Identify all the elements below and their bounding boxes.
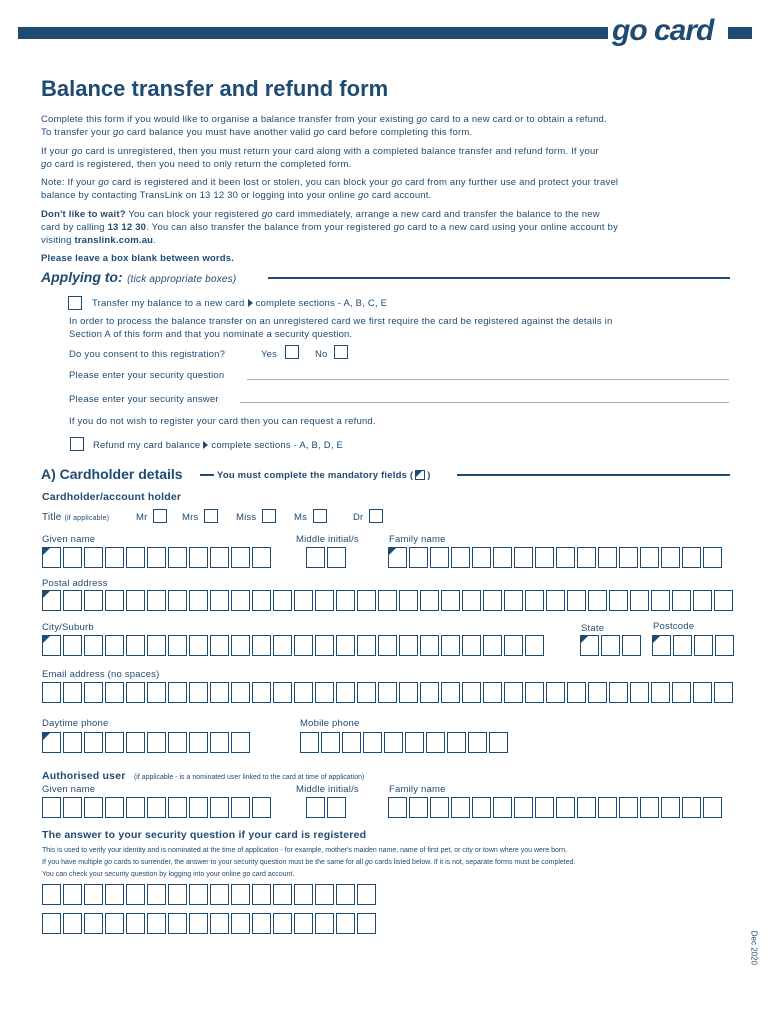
char-box[interactable] xyxy=(306,797,325,818)
char-box[interactable] xyxy=(231,590,250,611)
char-box[interactable] xyxy=(336,590,355,611)
char-box[interactable] xyxy=(703,797,722,818)
char-box[interactable] xyxy=(651,590,670,611)
char-box[interactable] xyxy=(703,547,722,568)
char-box[interactable] xyxy=(525,590,544,611)
postcode-label: Postcode xyxy=(653,621,695,632)
char-box[interactable] xyxy=(535,547,554,568)
registration-note: In order to process the balance transfer on an unregistered card we first require the card be registered against the details in Section A of this form and that you nominate a security question. xyxy=(69,316,613,340)
char-box[interactable] xyxy=(105,590,124,611)
char-box[interactable] xyxy=(577,547,596,568)
char-box[interactable] xyxy=(601,635,620,656)
char-box[interactable] xyxy=(84,913,103,934)
char-box[interactable] xyxy=(588,682,607,703)
char-box[interactable] xyxy=(189,797,208,818)
char-box[interactable] xyxy=(63,913,82,934)
postcode-input[interactable] xyxy=(652,635,734,656)
char-box[interactable] xyxy=(168,732,187,753)
char-box[interactable] xyxy=(42,547,61,568)
char-box[interactable] xyxy=(342,732,361,753)
char-box[interactable] xyxy=(682,547,701,568)
char-box[interactable] xyxy=(300,732,319,753)
char-box[interactable] xyxy=(661,797,680,818)
char-box[interactable] xyxy=(420,682,439,703)
char-box[interactable] xyxy=(622,635,641,656)
char-box[interactable] xyxy=(189,884,208,905)
char-box[interactable] xyxy=(84,732,103,753)
char-box[interactable] xyxy=(42,797,61,818)
given-name-input[interactable] xyxy=(42,547,271,568)
intro-paragraph-1: Complete this form if you would like to organise a balance transfer from your existing go card to a new card or to obtain a refund. To transfer your go card balance you must have another valid go card before completing this form. xyxy=(41,114,607,138)
section-a-rule-short xyxy=(200,474,214,476)
char-box[interactable] xyxy=(315,590,334,611)
authorised-user-heading: Authorised user (if applicable - is a nominated user linked to the card at time of application) xyxy=(42,770,365,782)
title-dr-label: Dr xyxy=(353,512,364,523)
char-box[interactable] xyxy=(693,682,712,703)
char-box[interactable] xyxy=(630,682,649,703)
char-box[interactable] xyxy=(42,590,61,611)
char-box[interactable] xyxy=(714,682,733,703)
refund-note: If you do not wish to register your card then you can request a refund. xyxy=(69,416,376,427)
char-box[interactable] xyxy=(661,547,680,568)
security-answer-heading: The answer to your security question if your card is registered xyxy=(42,829,367,841)
char-box[interactable] xyxy=(63,590,82,611)
char-box[interactable] xyxy=(189,732,208,753)
char-box[interactable] xyxy=(426,732,445,753)
char-box[interactable] xyxy=(210,547,229,568)
char-box[interactable] xyxy=(388,797,407,818)
title-mrs-checkbox[interactable] xyxy=(204,509,218,523)
char-box[interactable] xyxy=(306,547,325,568)
refund-option: Refund my card balance complete sections - A, B, D, E xyxy=(93,440,344,451)
char-box[interactable] xyxy=(588,590,607,611)
char-box[interactable] xyxy=(336,635,355,656)
consent-yes-checkbox[interactable] xyxy=(285,345,299,359)
char-box[interactable] xyxy=(357,590,376,611)
char-box[interactable] xyxy=(294,913,313,934)
char-box[interactable] xyxy=(126,682,145,703)
char-box[interactable] xyxy=(84,884,103,905)
char-box[interactable] xyxy=(273,590,292,611)
char-box[interactable] xyxy=(126,547,145,568)
char-box[interactable] xyxy=(315,884,334,905)
char-box[interactable] xyxy=(84,635,103,656)
char-box[interactable] xyxy=(126,797,145,818)
char-box[interactable] xyxy=(147,797,166,818)
char-box[interactable] xyxy=(493,797,512,818)
char-box[interactable] xyxy=(294,682,313,703)
blank-instruction: Please leave a box blank between words. xyxy=(41,253,235,264)
arrow-right-icon xyxy=(248,299,253,307)
char-box[interactable] xyxy=(493,547,512,568)
char-box[interactable] xyxy=(63,884,82,905)
char-box[interactable] xyxy=(715,635,734,656)
char-box[interactable] xyxy=(105,635,124,656)
char-box[interactable] xyxy=(105,732,124,753)
char-box[interactable] xyxy=(147,635,166,656)
char-box[interactable] xyxy=(84,797,103,818)
char-box[interactable] xyxy=(504,590,523,611)
char-box[interactable] xyxy=(147,682,166,703)
page-title: Balance transfer and refund form xyxy=(41,76,389,101)
char-box[interactable] xyxy=(84,590,103,611)
intro-paragraph-3: Note: If your go card is registered and it been lost or stolen, you can block your go card from any further use and protect your travel balance by contacting TransLink on 13 12 30 or logging into your online go card account. xyxy=(41,177,619,201)
char-box[interactable] xyxy=(451,797,470,818)
char-box[interactable] xyxy=(357,913,376,934)
char-box[interactable] xyxy=(273,884,292,905)
family-name-label: Family name xyxy=(389,534,446,545)
title-ms-checkbox[interactable] xyxy=(313,509,327,523)
yes-label: Yes xyxy=(261,349,278,360)
char-box[interactable] xyxy=(514,547,533,568)
char-box[interactable] xyxy=(231,732,250,753)
char-box[interactable] xyxy=(168,547,187,568)
char-box[interactable] xyxy=(451,547,470,568)
char-box[interactable] xyxy=(294,590,313,611)
char-box[interactable] xyxy=(189,682,208,703)
char-box[interactable] xyxy=(462,590,481,611)
section-a-heading: A) Cardholder details xyxy=(41,466,183,482)
char-box[interactable] xyxy=(189,913,208,934)
char-box[interactable] xyxy=(430,797,449,818)
char-box[interactable] xyxy=(252,682,271,703)
char-box[interactable] xyxy=(168,884,187,905)
char-box[interactable] xyxy=(252,547,271,568)
intro-paragraph-2: If your go card is unregistered, then you must return your card along with a completed balance transfer and refund form. If your go card is registered, then you need to only return the completed form. xyxy=(41,146,599,170)
char-box[interactable] xyxy=(714,590,733,611)
char-box[interactable] xyxy=(580,635,599,656)
char-box[interactable] xyxy=(168,635,187,656)
char-box[interactable] xyxy=(399,590,418,611)
char-box[interactable] xyxy=(357,682,376,703)
header-bar xyxy=(18,27,608,39)
char-box[interactable] xyxy=(231,913,250,934)
char-box[interactable] xyxy=(504,682,523,703)
char-box[interactable] xyxy=(694,635,713,656)
auth-family-name-input[interactable] xyxy=(388,797,722,818)
char-box[interactable] xyxy=(609,682,628,703)
consent-label: Do you consent to this registration? xyxy=(69,349,226,360)
char-box[interactable] xyxy=(472,547,491,568)
char-box[interactable] xyxy=(514,797,533,818)
title-label: Title (if applicable) xyxy=(42,512,110,523)
email-input[interactable] xyxy=(42,682,733,703)
char-box[interactable] xyxy=(42,635,61,656)
char-box[interactable] xyxy=(619,547,638,568)
applying-heading: Applying to: (tick appropriate boxes) xyxy=(41,269,237,285)
char-box[interactable] xyxy=(363,732,382,753)
char-box[interactable] xyxy=(210,635,229,656)
char-box[interactable] xyxy=(651,682,670,703)
char-box[interactable] xyxy=(147,732,166,753)
form-date: Dec 2020 xyxy=(749,930,758,965)
char-box[interactable] xyxy=(556,547,575,568)
char-box[interactable] xyxy=(63,635,82,656)
char-box[interactable] xyxy=(489,732,508,753)
char-box[interactable] xyxy=(42,884,61,905)
char-box[interactable] xyxy=(399,682,418,703)
security-answer-row-2[interactable] xyxy=(42,913,376,934)
char-box[interactable] xyxy=(468,732,487,753)
mobile-phone-label: Mobile phone xyxy=(300,718,360,729)
middle-initial-input[interactable] xyxy=(306,547,346,568)
char-box[interactable] xyxy=(535,797,554,818)
char-box[interactable] xyxy=(472,797,491,818)
char-box[interactable] xyxy=(321,732,340,753)
char-box[interactable] xyxy=(126,590,145,611)
char-box[interactable] xyxy=(420,590,439,611)
char-box[interactable] xyxy=(210,884,229,905)
char-box[interactable] xyxy=(168,590,187,611)
state-label: State xyxy=(581,623,605,634)
state-input[interactable] xyxy=(580,635,641,656)
char-box[interactable] xyxy=(609,590,628,611)
char-box[interactable] xyxy=(168,682,187,703)
char-box[interactable] xyxy=(430,547,449,568)
title-mr-checkbox[interactable] xyxy=(153,509,167,523)
char-box[interactable] xyxy=(315,913,334,934)
char-box[interactable] xyxy=(231,884,250,905)
char-box[interactable] xyxy=(42,913,61,934)
char-box[interactable] xyxy=(409,797,428,818)
char-box[interactable] xyxy=(378,682,397,703)
mandatory-note: You must complete the mandatory fields ( ) xyxy=(217,470,431,481)
char-box[interactable] xyxy=(441,682,460,703)
char-box[interactable] xyxy=(399,635,418,656)
char-box[interactable] xyxy=(546,682,565,703)
char-box[interactable] xyxy=(441,590,460,611)
title-mrs-label: Mrs xyxy=(182,512,199,523)
char-box[interactable] xyxy=(556,797,575,818)
char-box[interactable] xyxy=(567,682,586,703)
char-box[interactable] xyxy=(294,635,313,656)
char-box[interactable] xyxy=(63,797,82,818)
security-answer-row-1[interactable] xyxy=(42,884,376,905)
char-box[interactable] xyxy=(105,884,124,905)
char-box[interactable] xyxy=(525,682,544,703)
title-miss-checkbox[interactable] xyxy=(262,509,276,523)
char-box[interactable] xyxy=(357,884,376,905)
char-box[interactable] xyxy=(483,635,502,656)
char-box[interactable] xyxy=(388,547,407,568)
char-box[interactable] xyxy=(189,590,208,611)
char-box[interactable] xyxy=(336,682,355,703)
char-box[interactable] xyxy=(447,732,466,753)
daytime-phone-label: Daytime phone xyxy=(42,718,109,729)
postal-address-label: Postal address xyxy=(42,578,108,589)
char-box[interactable] xyxy=(84,547,103,568)
char-box[interactable] xyxy=(462,635,481,656)
char-box[interactable] xyxy=(294,884,313,905)
char-box[interactable] xyxy=(619,797,638,818)
char-box[interactable] xyxy=(483,590,502,611)
char-box[interactable] xyxy=(126,732,145,753)
char-box[interactable] xyxy=(231,547,250,568)
mandatory-field-icon xyxy=(415,470,425,480)
city-label: City/Suburb xyxy=(42,622,94,633)
char-box[interactable] xyxy=(252,884,271,905)
postal-address-input[interactable] xyxy=(42,590,733,611)
char-box[interactable] xyxy=(42,732,61,753)
title-dr-checkbox[interactable] xyxy=(369,509,383,523)
char-box[interactable] xyxy=(210,682,229,703)
char-box[interactable] xyxy=(63,732,82,753)
char-box[interactable] xyxy=(252,635,271,656)
title-ms-label: Ms xyxy=(294,512,308,523)
no-label: No xyxy=(315,349,328,360)
char-box[interactable] xyxy=(273,635,292,656)
char-box[interactable] xyxy=(105,547,124,568)
char-box[interactable] xyxy=(336,913,355,934)
header-bar-end xyxy=(728,27,752,39)
char-box[interactable] xyxy=(672,682,691,703)
daytime-phone-input[interactable] xyxy=(42,732,250,753)
char-box[interactable] xyxy=(126,913,145,934)
char-box[interactable] xyxy=(598,547,617,568)
middle-initial-label: Middle initial/s xyxy=(296,534,359,545)
section-a-rule xyxy=(457,474,730,476)
char-box[interactable] xyxy=(546,590,565,611)
char-box[interactable] xyxy=(168,797,187,818)
city-input[interactable] xyxy=(42,635,544,656)
char-box[interactable] xyxy=(577,797,596,818)
char-box[interactable] xyxy=(483,682,502,703)
char-box[interactable] xyxy=(693,590,712,611)
char-box[interactable] xyxy=(682,797,701,818)
char-box[interactable] xyxy=(126,635,145,656)
char-box[interactable] xyxy=(357,635,376,656)
char-box[interactable] xyxy=(409,547,428,568)
email-label: Email address (no spaces) xyxy=(42,669,160,680)
char-box[interactable] xyxy=(210,913,229,934)
title-miss-label: Miss xyxy=(236,512,257,523)
char-box[interactable] xyxy=(252,797,271,818)
char-box[interactable] xyxy=(231,797,250,818)
char-box[interactable] xyxy=(63,547,82,568)
cardholder-label: Cardholder/account holder xyxy=(42,491,182,503)
security-answer-notes: This is used to verify your identity and is nominated at the time of application - for example, mother's maiden name, name of first pet, or city or town where you were born. If you have multiple go cards to surrender, the answer to your security question must be the same for all go cards listed below. If it is not, separate forms must be completed. You can check your security question by logging into your online go card account. xyxy=(42,847,576,878)
char-box[interactable] xyxy=(327,547,346,568)
char-box[interactable] xyxy=(378,590,397,611)
char-box[interactable] xyxy=(63,682,82,703)
char-box[interactable] xyxy=(672,590,691,611)
applying-rule xyxy=(268,277,730,279)
auth-given-name-label: Given name xyxy=(42,784,96,795)
char-box[interactable] xyxy=(147,590,166,611)
char-box[interactable] xyxy=(252,913,271,934)
security-answer-label: Please enter your security answer xyxy=(69,394,219,405)
char-box[interactable] xyxy=(210,797,229,818)
go-card-logo: go card xyxy=(612,14,714,47)
security-answer-input[interactable] xyxy=(240,402,729,403)
char-box[interactable] xyxy=(189,547,208,568)
char-box[interactable] xyxy=(315,682,334,703)
char-box[interactable] xyxy=(210,590,229,611)
char-box[interactable] xyxy=(273,913,292,934)
char-box[interactable] xyxy=(405,732,424,753)
transfer-checkbox[interactable] xyxy=(68,296,82,310)
char-box[interactable] xyxy=(105,682,124,703)
char-box[interactable] xyxy=(598,797,617,818)
char-box[interactable] xyxy=(673,635,692,656)
char-box[interactable] xyxy=(273,682,292,703)
char-box[interactable] xyxy=(336,884,355,905)
char-box[interactable] xyxy=(378,635,397,656)
char-box[interactable] xyxy=(168,913,187,934)
char-box[interactable] xyxy=(640,797,659,818)
char-box[interactable] xyxy=(441,635,460,656)
arrow-right-icon xyxy=(203,441,208,449)
char-box[interactable] xyxy=(462,682,481,703)
given-name-label: Given name xyxy=(42,534,96,545)
transfer-option: Transfer my balance to a new card complete sections - A, B, C, E xyxy=(92,298,388,309)
char-box[interactable] xyxy=(652,635,671,656)
char-box[interactable] xyxy=(630,590,649,611)
char-box[interactable] xyxy=(567,590,586,611)
intro-paragraph-4: Don't like to wait? You can block your registered go card immediately, arrange a new card and transfer the balance to the new card by calling 13 12 30. You can also transfer the balance from your registered go card to a new card using your online account by visiting translink.com.au. xyxy=(41,209,619,246)
char-box[interactable] xyxy=(640,547,659,568)
char-box[interactable] xyxy=(231,635,250,656)
char-box[interactable] xyxy=(105,797,124,818)
char-box[interactable] xyxy=(105,913,124,934)
char-box[interactable] xyxy=(420,635,439,656)
security-question-label: Please enter your security question xyxy=(69,370,225,381)
security-question-input[interactable] xyxy=(247,379,729,380)
mobile-phone-input[interactable] xyxy=(300,732,508,753)
char-box[interactable] xyxy=(252,590,271,611)
char-box[interactable] xyxy=(231,682,250,703)
char-box[interactable] xyxy=(84,682,103,703)
char-box[interactable] xyxy=(504,635,523,656)
char-box[interactable] xyxy=(384,732,403,753)
char-box[interactable] xyxy=(147,884,166,905)
char-box[interactable] xyxy=(525,635,544,656)
char-box[interactable] xyxy=(189,635,208,656)
char-box[interactable] xyxy=(147,547,166,568)
char-box[interactable] xyxy=(210,732,229,753)
char-box[interactable] xyxy=(327,797,346,818)
auth-middle-initial-input[interactable] xyxy=(306,797,346,818)
char-box[interactable] xyxy=(126,884,145,905)
auth-middle-initial-label: Middle initial/s xyxy=(296,784,359,795)
title-mr-label: Mr xyxy=(136,512,148,523)
char-box[interactable] xyxy=(42,682,61,703)
auth-family-name-label: Family name xyxy=(389,784,446,795)
consent-no-checkbox[interactable] xyxy=(334,345,348,359)
auth-given-name-input[interactable] xyxy=(42,797,271,818)
char-box[interactable] xyxy=(147,913,166,934)
char-box[interactable] xyxy=(315,635,334,656)
refund-checkbox[interactable] xyxy=(70,437,84,451)
family-name-input[interactable] xyxy=(388,547,722,568)
